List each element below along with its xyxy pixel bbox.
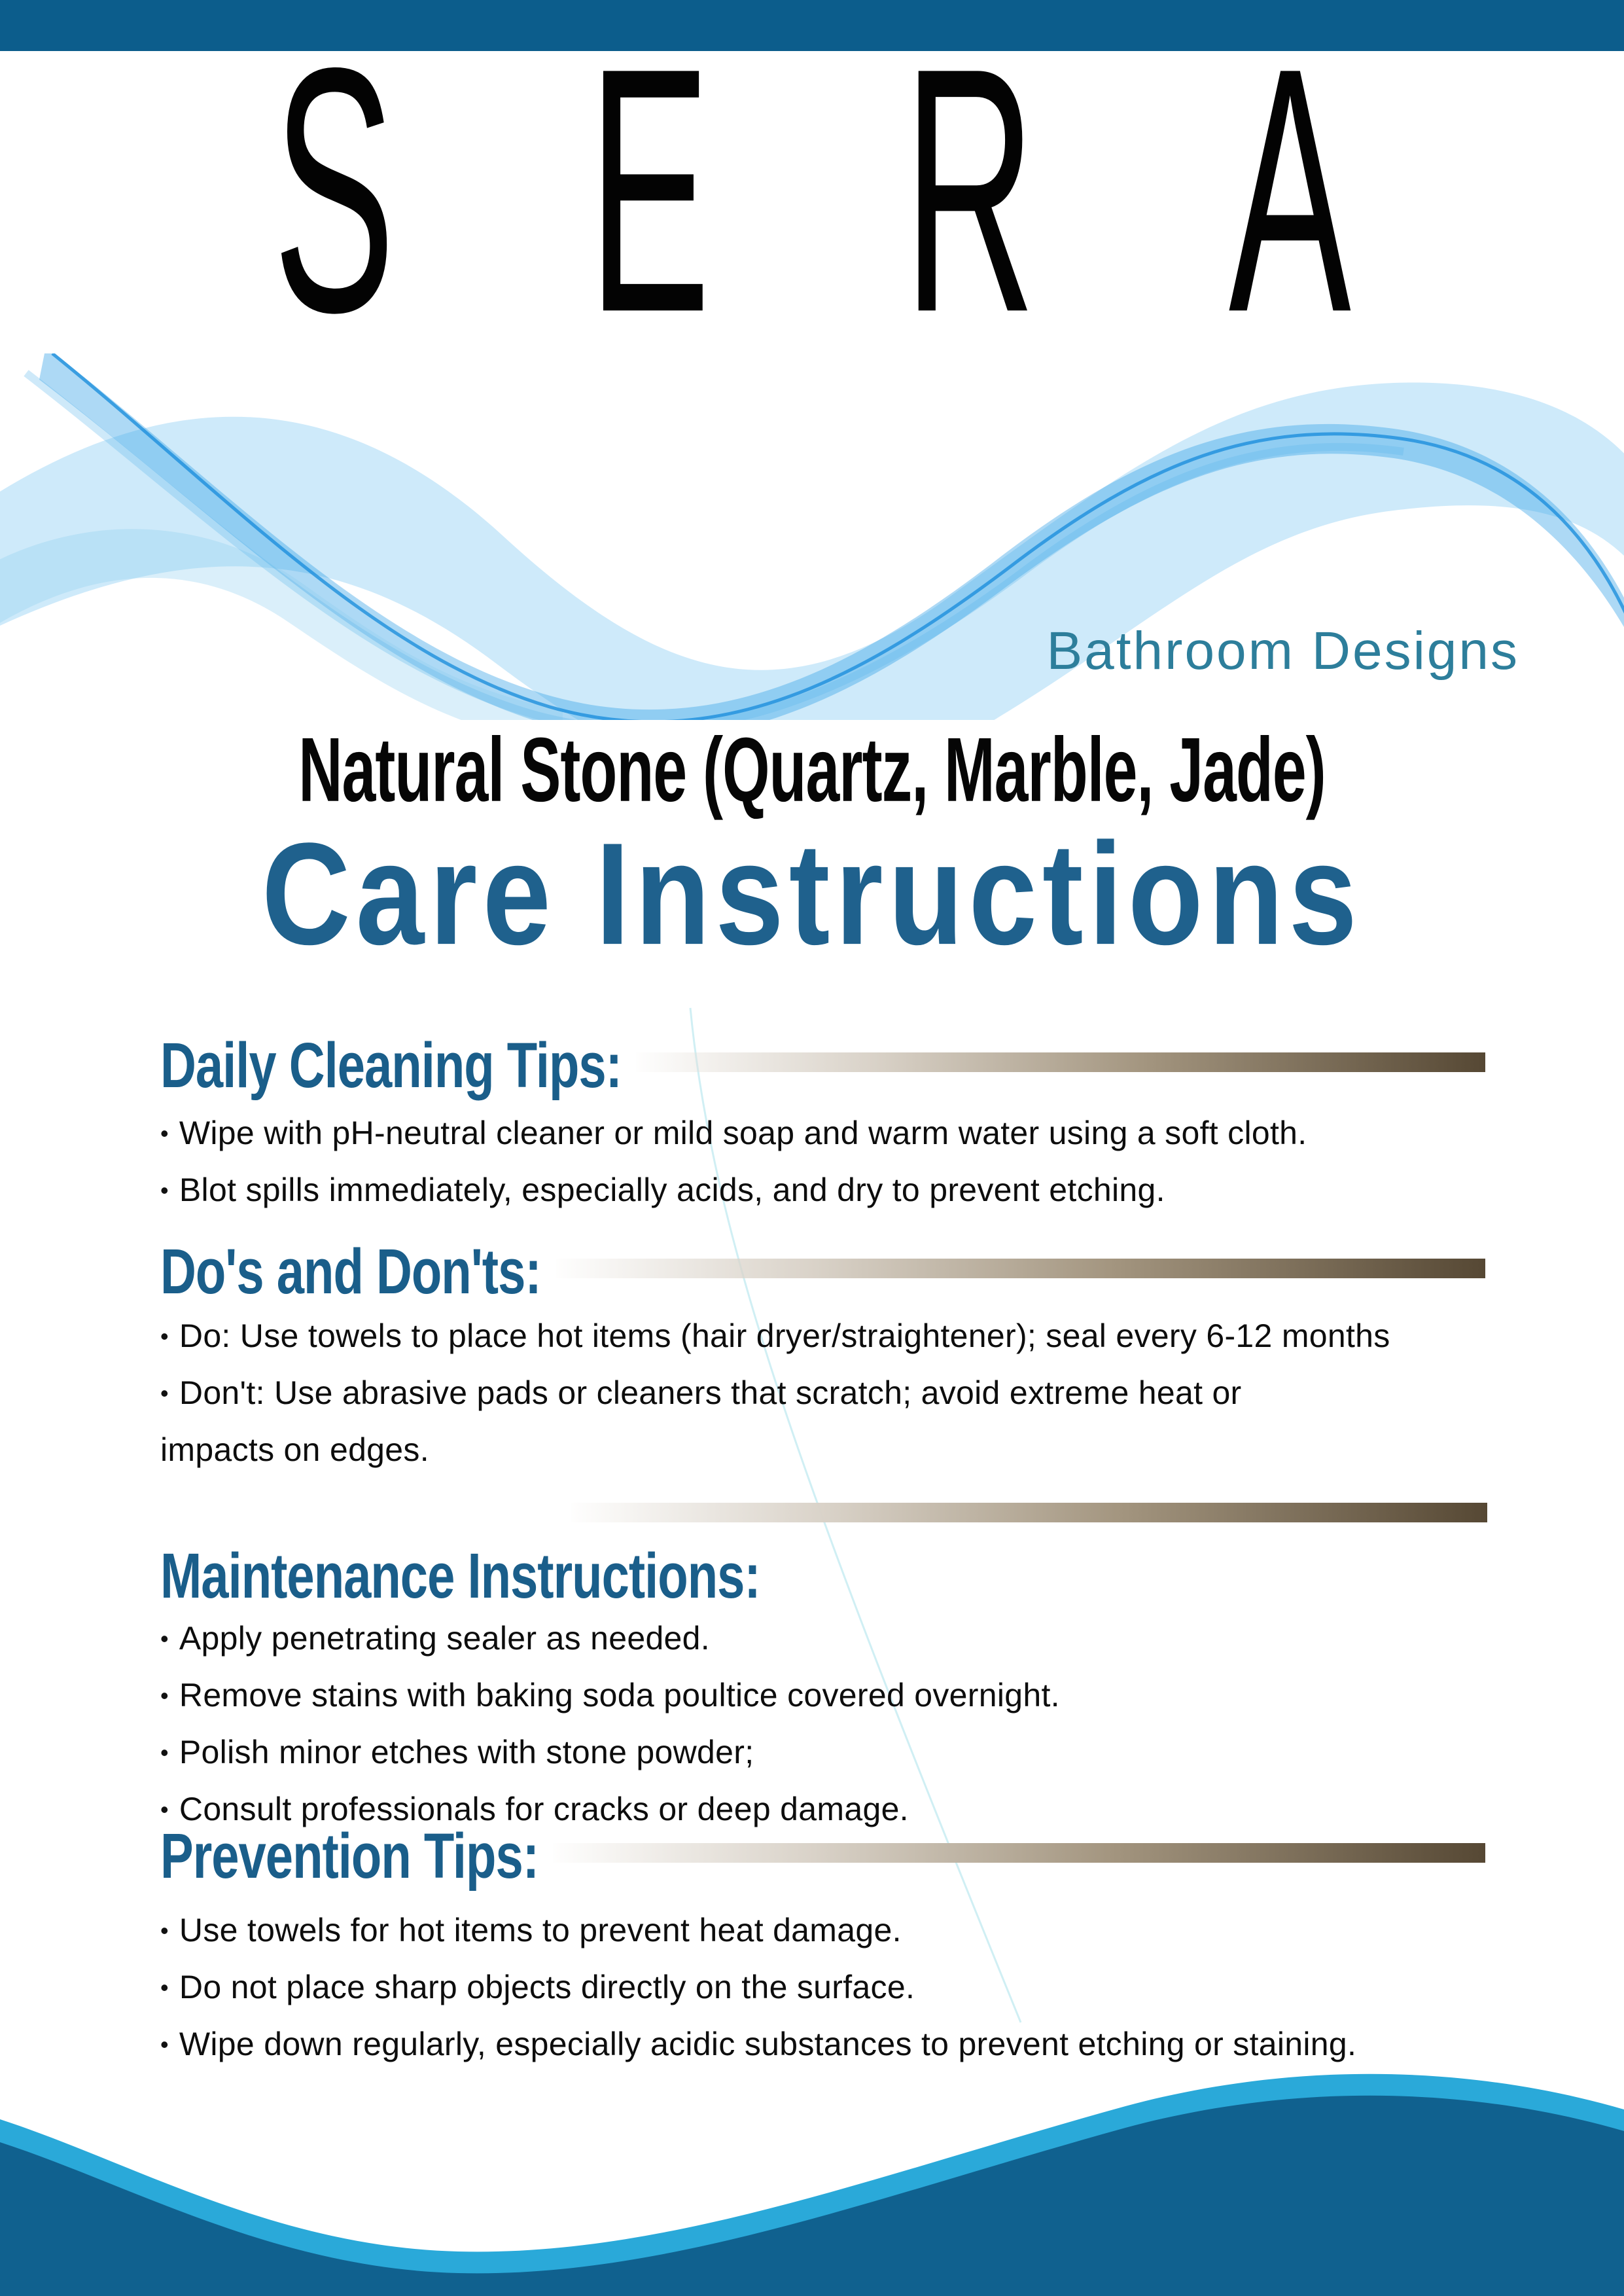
gradient-divider-bar	[571, 1503, 1487, 1522]
list-item	[160, 1903, 1567, 1960]
section-dos-donts	[160, 1236, 1485, 1308]
bullet-dot: •	[160, 1682, 169, 1709]
bullet-dot: •	[160, 1625, 169, 1652]
list-item	[160, 1106, 1567, 1163]
gradient-divider-bar	[636, 1052, 1485, 1072]
bullet-dot: •	[160, 1177, 169, 1204]
list-item	[160, 1668, 1567, 1725]
footer-wave-graphic	[0, 2021, 1624, 2296]
bullet-dot: •	[160, 1917, 169, 1944]
bullet-dot: •	[160, 1739, 169, 1766]
bullet-text: Do: Use towels to place hot items (hair dryer/straightener); seal every 6-12 months	[179, 1318, 1390, 1354]
bullet-dot: •	[160, 2031, 169, 2058]
page-title: Care Instructions	[261, 812, 1363, 975]
bullet-list-dos-donts	[160, 1309, 1567, 1477]
bullet-text: Remove stains with baking soda poultice covered overnight.	[179, 1677, 1060, 1713]
bullet-dot: •	[160, 1380, 169, 1407]
brand-tagline: Bathroom Designs	[1046, 621, 1519, 681]
brand-logo-text: SERA	[273, 0, 1544, 386]
brand-logo	[0, 0, 1624, 386]
bullet-list-daily-cleaning	[160, 1106, 1567, 1220]
list-item	[160, 1611, 1567, 1668]
section-maintenance	[160, 1540, 1485, 1612]
bullet-dot: •	[160, 1323, 169, 1350]
page-subtitle: Natural Stone (Quartz, Marble, Jade)	[298, 718, 1326, 821]
list-item	[160, 1163, 1567, 1220]
bullet-list-maintenance	[160, 1611, 1567, 1839]
bullet-text: Polish minor etches with stone powder;	[179, 1734, 754, 1770]
list-item	[160, 1960, 1567, 2017]
section-prevention	[160, 1820, 1485, 1892]
section-heading-dos-donts: Do's and Don'ts:	[160, 1236, 541, 1308]
list-item	[160, 1725, 1567, 1782]
section-heading-daily-cleaning: Daily Cleaning Tips:	[160, 1030, 622, 1102]
section-heading-prevention: Prevention Tips:	[160, 1820, 539, 1892]
bullet-text: Don't: Use abrasive pads or cleaners that scratch; avoid extreme heat or impacts on edges.	[160, 1374, 1242, 1468]
bullet-text: Consult professionals for cracks or deep damage.	[179, 1791, 909, 1827]
bullet-text: Blot spills immediately, especially acids, and dry to prevent etching.	[179, 1172, 1165, 1208]
bullet-text: Do not place sharp objects directly on the surface.	[179, 1969, 915, 2005]
bullet-text: Apply penetrating sealer as needed.	[179, 1620, 710, 1657]
bullet-dot: •	[160, 1120, 169, 1147]
list-item	[160, 1366, 1332, 1477]
section-daily-cleaning	[160, 1030, 1485, 1102]
bullet-dot: •	[160, 1974, 169, 2001]
gradient-divider-bar	[556, 1259, 1485, 1278]
bullet-text: Wipe with pH-neutral cleaner or mild soap and warm water using a soft cloth.	[179, 1115, 1307, 1151]
bullet-text: Use towels for hot items to prevent heat damage.	[179, 1912, 902, 1948]
list-item	[160, 1309, 1567, 1366]
footer-wave-dark	[0, 2096, 1624, 2296]
bullet-text: Wipe down regularly, especially acidic substances to prevent etching or staining.	[179, 2026, 1357, 2062]
section-heading-maintenance: Maintenance Instructions:	[160, 1540, 760, 1612]
gradient-divider-bar	[553, 1843, 1485, 1863]
bullet-dot: •	[160, 1796, 169, 1823]
